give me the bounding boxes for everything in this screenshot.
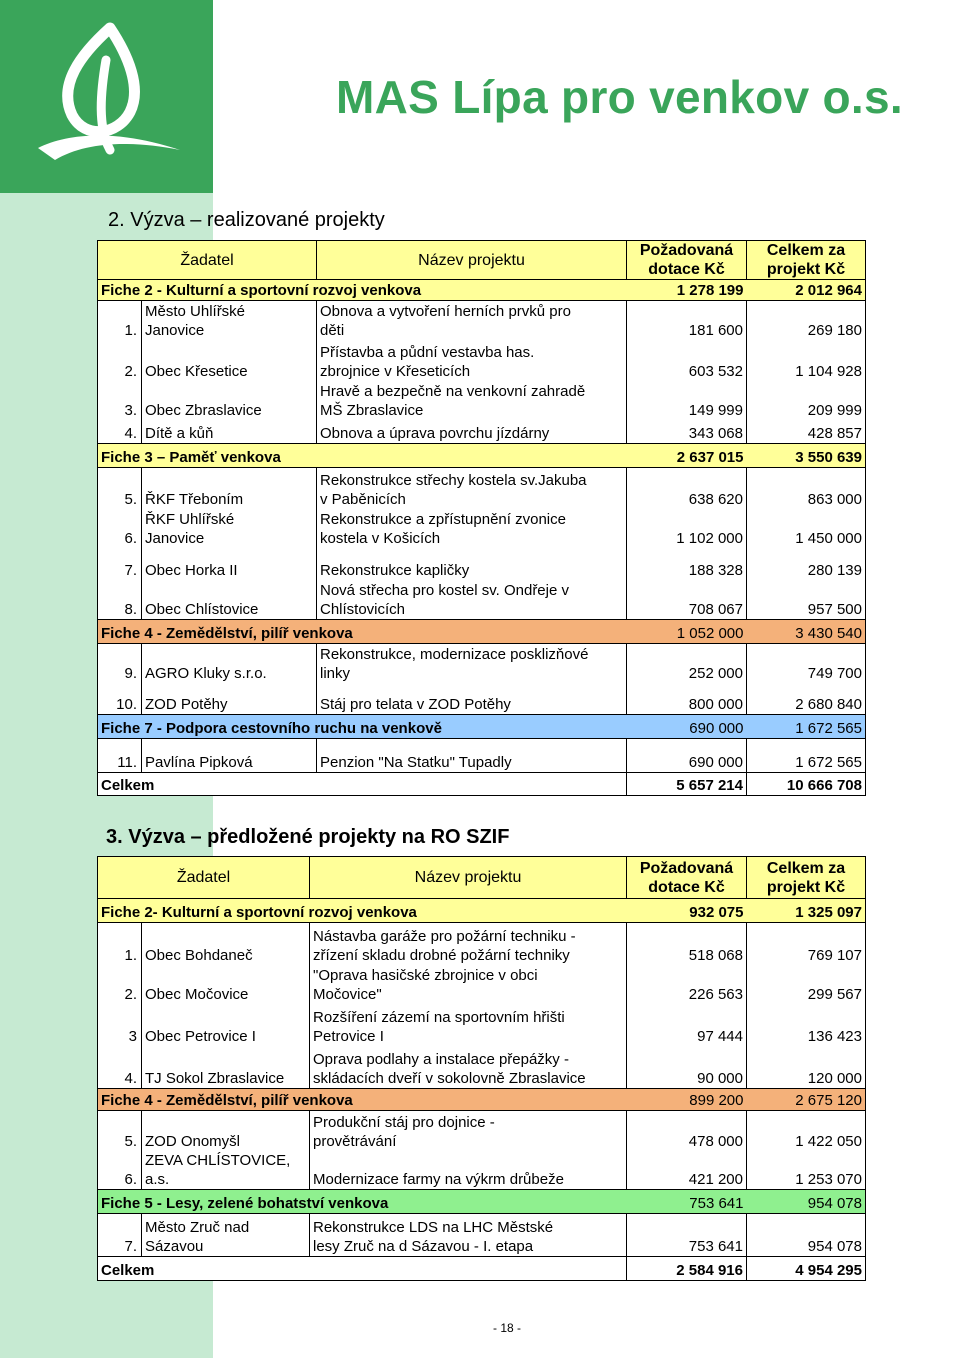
fiche-row: Fiche 7 - Podpora cestovního ruchu na venkově 690 000 1 672 565 — [98, 715, 866, 739]
applicant-header: Žadatel — [98, 241, 317, 280]
brand-title: MAS Lípa pro venkov o.s. — [336, 71, 903, 123]
fiche-row: Fiche 3 – Paměť venkova 2 637 015 3 550 639 — [98, 444, 866, 468]
table-row: 6. ZEVA CHLÍSTOVICE, a.s. Modernizace farmy na výkrm drůbeže 421 200 1 253 070 — [98, 1151, 866, 1190]
table-row: 9. AGRO Kluky s.r.o. Rekonstrukce, modernizace posklizňové linky 252 000 749 700 — [98, 644, 866, 683]
fiche-row: Fiche 5 - Lesy, zelené bohatství venkova 753 641 954 078 — [98, 1190, 866, 1214]
fiche-row: Fiche 2- Kulturní a sportovní rozvoj venkova 932 075 1 325 097 — [98, 899, 866, 923]
section2-table — [97, 240, 866, 796]
total-header: Celkem za projekt Kč — [747, 241, 866, 280]
section2-title: 2. Výzva – realizované projekty — [108, 209, 385, 231]
table-row: 7. Obec Horka II Rekonstrukce kapličky 188 328 280 139 — [98, 548, 866, 580]
fiche-row: Fiche 4 - Zemědělství, pilíř venkova 1 052 000 3 430 540 — [98, 620, 866, 644]
table-row: 1. Obec Bohdaneč Nástavba garáže pro požární techniku - zřízení skladu drobné požární techniky 518 068 769 107 — [98, 923, 866, 965]
table-row: 3 Obec Petrovice I Rozšíření zázemí na sportovním hřišti Petrovice I 97 444 136 423 — [98, 1004, 866, 1046]
project-header: Název projektu — [310, 857, 627, 899]
section3-table — [97, 856, 866, 1281]
table-row: 5. ŘKF Třeboním Rekonstrukce střechy kostela sv.Jakuba v Paběnicích 638 620 863 000 — [98, 468, 866, 509]
total-row: Celkem 5 657 214 10 666 708 — [98, 773, 866, 796]
total-header: Celkem za projekt Kč — [747, 857, 866, 899]
fiche-row: Fiche 4 - Zemědělství, pilíř venkova 899 200 2 675 120 — [98, 1089, 866, 1111]
table-header — [98, 857, 866, 899]
project-header: Název projektu — [317, 241, 627, 280]
table-row: 2. Obec Močovice "Oprava hasičské zbrojnice v obci Močovice" 226 563 299 567 — [98, 965, 866, 1004]
logo — [0, 0, 213, 193]
table-row: 4. TJ Sokol Zbraslavice Oprava podlahy a instalace přepážky - skládacích dveří v sokolovně Zbraslavice 90 000 120 000 — [98, 1046, 866, 1089]
table-row: 2. Obec Křesetice Přístavba a půdní vestavba has. zbrojnice v Křeseticích 603 532 1 104 928 — [98, 340, 866, 381]
table-row: 6. ŘKF Uhlířské Janovice Rekonstrukce a zpřístupnění zvonice kostela v Košicích 1 102 000 1 450 000 — [98, 509, 866, 548]
fiche-row: Fiche 2 - Kulturní a sportovní rozvoj venkova 1 278 199 2 012 964 — [98, 280, 866, 301]
table-row: 8. Obec Chlístovice Nová střecha pro kostel sv. Ondřeje v Chlístovicích 708 067 957 500 — [98, 580, 866, 620]
page-number: - 18 - — [493, 1321, 522, 1335]
table-header — [98, 241, 866, 280]
section3-title: 3. Výzva – předložené projekty na RO SZIF — [106, 826, 510, 848]
table-row: 4. Dítě a kůň Obnova a úprava povrchu jízdárny 343 068 428 857 — [98, 420, 866, 444]
table-row: 1. Město Uhlířské Janovice Obnova a vytvoření herních prvků pro děti 181 600 269 180 — [98, 301, 866, 340]
table-row: 11. Pavlína Pipková Penzion "Na Statku" Tupadly 690 000 1 672 565 — [98, 739, 866, 773]
applicant-header: Žadatel — [98, 857, 310, 899]
table-row: 7. Město Zruč nad Sázavou Rekonstrukce LDS na LHC Městské lesy Zruč na d Sázavou - I. etapa 753 641 954 078 — [98, 1214, 866, 1257]
requested-header: Požadovaná dotace Kč — [627, 241, 747, 280]
linden-leaf-icon — [0, 0, 213, 193]
table-row: 5. ZOD Onomyšl Produkční stáj pro dojnice - provětrávání 478 000 1 422 050 — [98, 1111, 866, 1151]
requested-header: Požadovaná dotace Kč — [627, 857, 747, 899]
table-row: 10. ZOD Potěhy Stáj pro telata v ZOD Potěhy 800 000 2 680 840 — [98, 683, 866, 715]
table-row: 3. Obec Zbraslavice Hravě a bezpečně na venkovní zahradě MŠ Zbraslavice 149 999 209 999 — [98, 381, 866, 420]
total-row: Celkem 2 584 916 4 954 295 — [98, 1257, 866, 1281]
